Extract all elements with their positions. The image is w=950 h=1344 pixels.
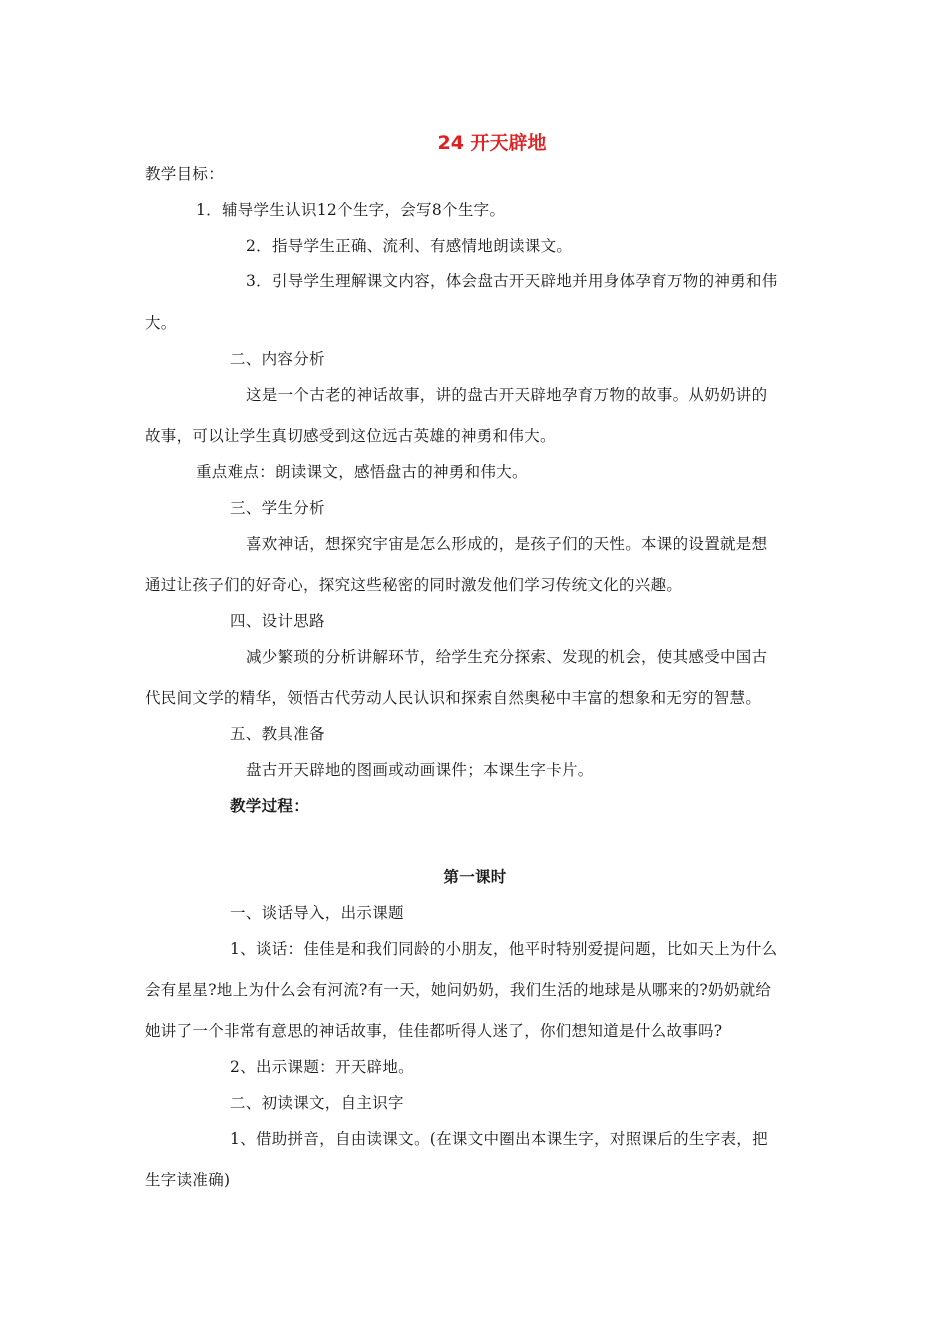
paragraph-line: 这是一个古老的神话故事，讲的盘古开天辟地孕育万物的故事。从奶奶讲的 (246, 386, 768, 404)
paragraph-line: 生字读准确) (145, 1171, 231, 1189)
paragraph-line: 大。 (145, 314, 177, 332)
section-heading-materials: 五、教具准备 (230, 725, 325, 743)
paragraph-line: 1、借助拼音，自由读课文。(在课文中圈出本课生字，对照课后的生字表，把 (230, 1130, 768, 1148)
paragraph-line: 喜欢神话，想探究宇宙是怎么形成的，是孩子们的天性。本课的设置就是想 (246, 535, 768, 553)
paragraph-line: 会有星星?地上为什么会有河流?有一天，她问奶奶，我们生活的地球是从哪来的?奶奶就给 (145, 981, 772, 999)
section-heading-intro: 一、谈话导入，出示课题 (230, 904, 404, 922)
paragraph-line: 2．指导学生正确、流利、有感情地朗读课文。 (246, 237, 573, 255)
paragraph-line: 重点难点：朗读课文，感悟盘古的神勇和伟大。 (196, 463, 528, 481)
paragraph-line: 代民间文学的精华，领悟古代劳动人民认识和探索自然奥秘中丰富的想象和无穷的智慧。 (145, 689, 762, 707)
section-heading-design: 四、设计思路 (230, 612, 325, 630)
paragraph-line: 她讲了一个非常有意思的神话故事，佳佳都听得人迷了，你们想知道是什么故事吗? (145, 1022, 723, 1040)
section-heading-students: 三、学生分析 (230, 499, 325, 517)
paragraph-line: 1．辅导学生认识12个生字，会写8个生字。 (196, 201, 506, 219)
section-heading-reading: 二、初读课文，自主识字 (230, 1094, 404, 1112)
document-title: 24 开天辟地 (437, 132, 547, 154)
paragraph-line: 故事，可以让学生真切感受到这位远古英雄的神勇和伟大。 (145, 427, 556, 445)
section-heading-objectives: 教学目标： (145, 165, 225, 183)
section-heading-content: 二、内容分析 (230, 350, 325, 368)
paragraph-line: 1、谈话：佳佳是和我们同龄的小朋友，他平时特别爱提问题，比如天上为什么 (230, 940, 778, 958)
paragraph-line: 通过让孩子们的好奇心，探究这些秘密的同时激发他们学习传统文化的兴趣。 (145, 576, 683, 594)
paragraph-line: 减少繁琐的分析讲解环节，给学生充分探索、发现的机会，使其感受中国古 (246, 648, 768, 666)
section-heading-process: 教学过程： (230, 797, 310, 815)
paragraph-line: 3．引导学生理解课文内容，体会盘古开天辟地并用身体孕育万物的神勇和伟 (246, 272, 778, 290)
lesson-heading: 第一课时 (443, 868, 507, 886)
paragraph-line: 2、出示课题：开天辟地。 (230, 1058, 414, 1076)
paragraph-line: 盘古开天辟地的图画或动画课件；本课生字卡片。 (246, 761, 594, 779)
